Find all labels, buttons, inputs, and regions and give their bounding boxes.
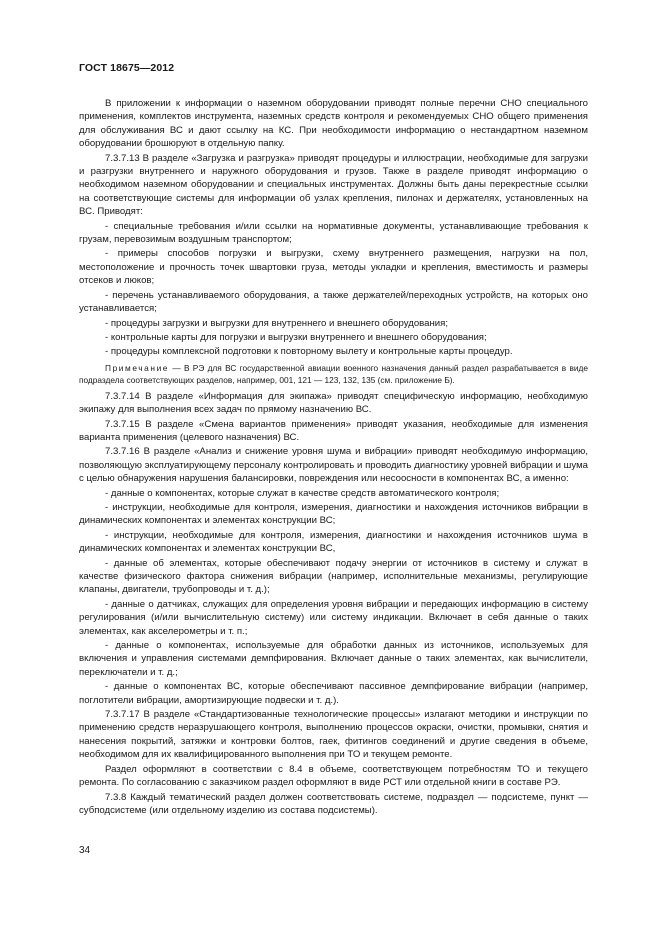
list-item: - перечень устанавливаемого оборудования, а также держателей/переходных устройств, на которых оно устанавливается; (79, 289, 588, 315)
body-text (79, 97, 588, 818)
paragraph: 7.3.8 Каждый тематический раздел должен соответствовать системе, подраздел — подсистеме, пункт — субподсистеме (или отдельному изделию из состава подсистемы). (79, 791, 588, 816)
note-text: — В РЭ для ВС государственной авиации военного назначения данный раздел разрабатывается в виде подраздела соответствующих разделов, например, 001, 121 — 123, 132, 135 (см. приложение Б). (79, 362, 588, 385)
list-item: - данные о компонентах, которые служат в качестве средств автоматического контроля; (105, 487, 500, 499)
paragraph: 7.3.7.17 В разделе «Стандартизованные технологические процессы» излагают методики и инструкции по применению средств неразрушающего контроля, выполнению процессов окраски, очистки, промывки, снятия и нанесения покрытий, затяжки и контровки болтов, гаек, фитингов соединений и другие сведения в объеме, необходимом для их квалифицированного выполнения при ТО и текущем ремонте. (79, 709, 588, 761)
list-item: - данные о компонентах ВС, которые обеспечивают пассивное демпфирование вибрации (например, поглотители вибрации, амортизирующие подвески и т. д.). (79, 681, 588, 706)
list-item: - инструкции, необходимые для контроля, измерения, диагностики и нахождения источников вибрации в динамических компонентах и элементах конструкции ВС; (79, 501, 588, 527)
list-item: - инструкции, необходимые для контроля, измерения, диагностики и нахождения источников шума в динамических компонентах и элементах конструкции ВС, (79, 529, 588, 555)
list-item: - данные о датчиках, служащих для определения уровня вибрации и передающих информацию в систему регулирования (и/или вычислительную систему) или систему индикации. Включает в себя данные о таких элементах, как акселерометры и т. п.; (79, 598, 588, 637)
list-item: - данные об элементах, которые обеспечивают подачу энергии от источников в систему и служат в качестве физического фактора снижения вибрации (например, исполнительные механизмы, регулирующие клапаны, двигатели, трубопроводы и т. д.); (79, 557, 588, 596)
list-item: - специальные требования и/или ссылки на нормативные документы, устанавливающие требования к грузам, перевозимым воздушным транспортом; (79, 220, 588, 246)
note (79, 362, 588, 386)
paragraph: В приложении к информации о наземном оборудовании приводят полные перечни СНО специального применения, комплектов инструмента, наземных средств контроля и рекомендуемых СНО общего применения для обслуживания ВС и дают ссылку на КС. При необходимости информацию о нестандартном наземном оборудовании брошюруют в отдельную папку. (79, 98, 588, 150)
paragraph: 7.3.7.13 В разделе «Загрузка и разгрузка» приводят процедуры и иллюстрации, необходимые для загрузки и разгрузки внутреннего и наружного оборудования и грузов. Также в разделе приводят информацию о необходимом наземном оборудовании и специальных инструментах. Должны быть даны перекрестные ссылки на соответствующие системы для информации об узлах крепления, пилонах и держателях, установленных на ВС. Приводят: (79, 152, 588, 218)
paragraph: Раздел оформляют в соответствии с 8.4 в объеме, соответствующем потребностям ТО и текущего ремонта. По согласованию с заказчиком раздел оформляют в виде РСТ или отдельной книги в составе РЭ. (79, 763, 588, 789)
note-label: Примечание (105, 362, 170, 373)
page-number: 34 (79, 845, 91, 856)
list-item: - контрольные карты для погрузки и выгрузки внутреннего и внешнего оборудования; (105, 331, 487, 343)
list-item: - процедуры загрузки и выгрузки для внутреннего и внешнего оборудования; (105, 317, 449, 329)
list-item: - примеры способов погрузки и выгрузки, схему внутреннего размещения, нагрузки на пол, местоположение и прочность точек швартовки груза, методы укладки и крепления, вместимость и размеры отсеков и люков; (79, 248, 588, 287)
document-header: ГОСТ 18675—2012 (79, 62, 175, 74)
list-item: - процедуры комплексной подготовки к повторному вылету и контрольные карты процедур. (105, 346, 513, 358)
paragraph: 7.3.7.16 В разделе «Анализ и снижение уровня шума и вибрации» приводят необходимую информацию, позволяющую эксплуатирующему персоналу контролировать и проводить диагностику уровней вибрации и шума с целью обнаружения нарушения балансировки, повреждения или несоосности в компонентах ВС, а именно: (79, 446, 588, 485)
list-item: - данные о компонентах, используемые для обработки данных из источников, используемых для включения и управления системами демпфирования. Включает данные о таких элементах, как вычислители, переключатели и т. д.; (79, 640, 588, 678)
paragraph: 7.3.7.14 В разделе «Информация для экипажа» приводят специфическую информацию, необходимую экипажу для выполнения всех задач по прямому назначению ВС. (79, 390, 588, 416)
paragraph: 7.3.7.15 В разделе «Смена вариантов применения» приводят указания, необходимые для изменения варианта применения (целевого назначения) ВС. (79, 418, 588, 443)
